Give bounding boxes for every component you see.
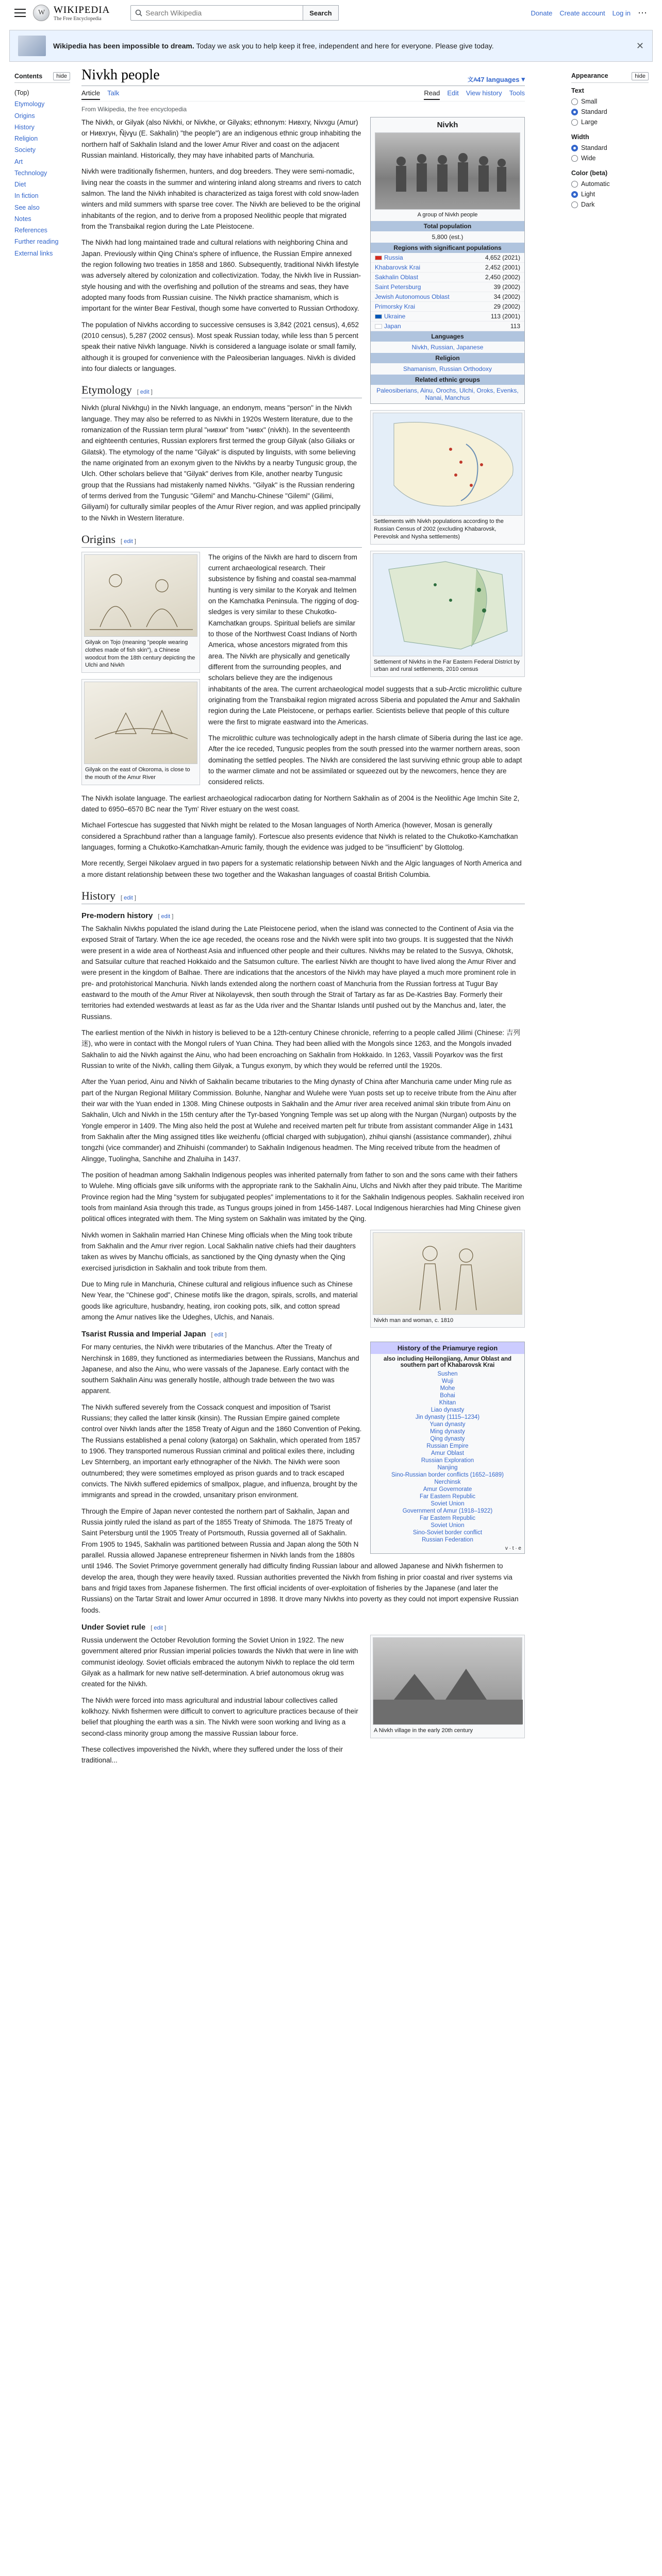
tagline: The Free Encyclopedia [54,15,102,22]
search-icon [135,9,142,16]
more-options-icon[interactable]: ⋯ [638,7,648,18]
infobox-title: Nivkh [371,117,524,132]
population-count: 34 (2002) [493,293,520,300]
population-place[interactable] [375,323,401,330]
origins-edit-link[interactable]: [ edit ] [121,538,136,545]
appearance-option-label: Standard [581,108,607,115]
appearance-group-label: Width [571,133,589,141]
main-content [81,67,525,1771]
tab-tools[interactable]: Tools [509,89,525,97]
page-title: Nivkh people [81,67,160,83]
toc-item[interactable]: Religion [14,135,38,142]
appearance-option[interactable] [571,189,649,199]
toc-item[interactable]: Further reading [14,238,59,246]
paragraph: More recently, Sergei Nikolaev argued in two papers for a systematic relationship between Nivkh and the Algic languages of North America and a more distant relationship between these two together and the Wakashan languages of coastal British Columbia. [81,859,522,878]
population-count: 4,652 (2021) [485,254,520,261]
appearance-option-label: Small [581,98,598,105]
banner-headline: Wikipedia has been impossible to dream. [53,42,194,50]
appearance-option[interactable] [571,96,649,107]
paragraph: The microlithic culture was technologically adept in the harsh climate of Siberia during the last ice age. After the ice receded, Tungusic peoples from the south pressed into the warmer northern areas, soon dominating the settled peoples. The Nivkh are considered the last surviving ethnic group able to adapt to the warmer climate and not be assimilated or squeezed out by the newcomers, hence they are considered relicts. [208,734,523,786]
paragraph: Nivkh were traditionally fishermen, hunters, and dog breeders. They were semi-nomadic, living near the coasts in the summer and wintering inland along streams and rivers to catch salmon. The land the Nivkh inhabited is characterized as taiga forest with cold snow-laden winters and mild summers with sparse tree cover. The Nivkh are believed to be the original inhabitants of the region, and to derive from a proposed Neolithic people that migrated from the Transbaikal region during the Late Pleistocene. [81,167,361,230]
banner-text [53,42,494,50]
toc-item[interactable]: History [14,123,35,131]
total-population-value: 5,800 (est.) [432,233,464,241]
tab-read[interactable]: Read [424,89,440,100]
close-icon[interactable]: ✕ [636,40,644,51]
toc-item[interactable]: Etymology [14,100,45,108]
population-place[interactable] [375,313,405,320]
population-row [371,312,524,321]
wikipedia-logo[interactable] [33,5,110,22]
appearance-title: Appearance [571,72,608,79]
navbox-item[interactable]: Government of Amur (1918–1922) [402,1508,493,1515]
appearance-option[interactable] [571,107,649,117]
paragraph: After the Yuan period, Ainu and Nivkh of Sakhalin became tributaries to the Ming dynasty of China after Manchuria came under Ming rule as part of the Nurgan Regional Military Commission. Bolunhe, Nanghar and Wulehe were Yuan posts set up to receive tribute from the Ainu after their war with the Yuan ended in 1308. Ming Chinese outposts in Sakhalin and the Amur river area received animal skin tribute from Ainu on Sakhalin, Ulch and Nivkh in the 15th century after the Tyr-based Yongning Temple was set up along with the Nurgan (Nurgan) outposts by the Yongle emperor in 1409. The Ming also held the post at Wulehe and received marten pelt fur tribute from assistant commander Alige in 1431 from Sakhalin after the Ming assigned titles like weizhenfu (official charged with subjugation), zhihui qianshi (assistance commander), zhihui tongzhi (vice commander) and Zhihuishi (commander) to Sakhalin Indigenous headmen. The Ming received tribute from the headmen of Alingge, Tuolingha, Sanchihe and Zhaluiha in 1437. [81,1078,517,1163]
paragraph: The Nivkh suffered severely from the Cossack conquest and imposition of Tsarist Russians; they called the latter kinsik (kinsin). The Russian Empire gained complete control over Nivkh lands after the 1858 Treaty of Aigun and the 1860 Convention of Peking. The Russians established a penal colony (katorga) on Sakhalin, which operated from 1857 to 1906. They transported numerous Russian criminal and political exiles there, including Lev Shternberg, an important early ethnographer of the Nivkh. The Nivkh were soon outnumbered; they were sometimes employed as prison guards and to track escaped convicts. The Nivkh suffered epidemics of smallpox, plague, and influenza, brought by the immigrants and spread in the crowded, unsanitary prison environment. [81,1403,362,1499]
population-place-label: Khabarovsk Krai [375,264,421,271]
population-count: 2,450 (2002) [485,274,520,281]
appearance-option[interactable] [571,199,649,210]
toc-item[interactable]: In fiction [14,192,39,200]
paragraph: The position of headman among Sakhalin Indigenous peoples was inherited paternally from father to son and the sons came with their fathers to Wulehe. Ming officials gave silk uniforms with the appropriate rank to the Sakhalin Ainu, Ulchs and Nivkh after they paid tribute. The Maritime Province region had the Ming "system for subjugated peoples" implementations to it for the Sakhalin Indigenous peoples. Sakhalin received iron tools from mainland Asia through this trade, as Tungus groups joined in from 1456-1487. Local Indigenous hierarchies had Ming Chinese given political offices integrated with them. The Ming system on Sakhalin was imitated by the Qing. [81,1171,524,1223]
appearance-group-label: Text [571,87,584,94]
site-header [0,0,662,26]
tsarist-title: Tsarist Russia and Imperial Japan [81,1330,206,1339]
paragraph: The Nivkh were forced into mass agricultural and industrial labour collectives called kolkhozy. Nivkh fishermen were difficult to convert to agriculture practices because of their belief that ploughing the earth was a sin. The Nivkh were soon working and living as a second-class minority group among the massive Russian labour force. [81,1696,358,1737]
tab-view-history[interactable]: View history [466,89,502,97]
population-count: 39 (2002) [493,283,520,291]
fundraising-banner [9,30,653,62]
navbox-item[interactable]: Bohai [440,1393,455,1399]
amur-figure [81,679,200,785]
village-figure [370,1635,525,1738]
premodern-edit-link[interactable]: [ edit ] [158,913,173,920]
navbox-item[interactable]: Nerchinsk [434,1479,461,1486]
toc-item[interactable]: Diet [14,181,26,188]
appearance-option[interactable] [571,143,649,153]
navbox-title: History of the Priamurye region [371,1342,524,1354]
population-place-label: Japan [384,323,401,330]
population-place-label: Jewish Autonomous Oblast [375,293,450,300]
village-caption: A Nivkh village in the early 20th century [374,1727,473,1734]
paragraph: Nivkh women in Sakhalin married Han Chinese Ming officials when the Ming took tribute from Sakhalin and the Amur river region. Local Sakhalin native chiefs had their daughters taken as wives by Manchu officials, as sanctioned by the Qing dynasty when the Qing exercised jurisdiction in Sakhalin and took tribute from them. [81,1231,356,1272]
navbox-item[interactable]: Nanjing [437,1465,458,1471]
couple-figure [370,1230,525,1328]
navbox-item[interactable]: Russian Exploration [421,1458,474,1464]
toc-item[interactable]: Technology [14,169,47,177]
village-photo[interactable] [373,1637,522,1725]
radio-icon[interactable] [571,109,578,115]
appearance-option-label: Standard [581,144,607,151]
amur-image[interactable] [84,682,197,764]
radio-icon[interactable] [571,145,578,151]
etymology-title: Etymology [81,383,132,397]
paragraph: The population of Nivkhs according to successive censuses is 3,842 (2021 census), 4,652 (2010 census), 5,287 (2002 census). Most speak Russian today, while less than 5 percent speak their native Nivkh language. Nivkh is considered a language isolate or small family, although it is grouped for convenience with the Paleosiberian languages. Nivkh is divided into four dialects or languages. [81,320,359,372]
appearance-option-label: Large [581,118,598,126]
paragraph: Russia underwent the October Revolution forming the Soviet Union in 1922. The new government altered prior Russian imperial policies towards the Nivkh that were in line with communist ideology. Soviet officials embraced the autonym Nivkh to replace the old term Gilyak as a hallmark for new native self-determination. A brief autonomous okrug was created for the Nivkh. [81,1636,358,1688]
navbox-item[interactable]: Ming dynasty [430,1429,465,1435]
religion-label: Religion [371,353,524,363]
appearance-panel [571,72,649,216]
population-count: 29 (2002) [493,303,520,310]
related-groups-label: Related ethnic groups [371,375,524,385]
population-place-label: Sakhalin Oblast [375,274,419,281]
donate-link[interactable]: Donate [531,9,553,17]
population-place-label: Saint Petersburg [375,283,421,291]
navbox-item[interactable]: Mohe [440,1385,455,1392]
paragraph: The earliest mention of the Nivkh in history is believed to be a 12th-century Chinese chronicle, referring to a people called Jilimi (Chinese: 吉列迷), who were in contact with the Mongol rulers of Yuan China. They had been allied with the Mongols since 1263, and the Mongols invaded Sakhalin to aid the Nivkh against the Ainu, who had been encroaching on Sakhalin from Hokkaido. In 1263, Vassili Poyarkov was the first Russian to write of the Nivkh, calling them Gilyak, a Tungus exonym, by which they would be referred until the 1920s. [81,1028,520,1070]
page-tabs [81,89,525,101]
appearance-option[interactable] [571,153,649,163]
search-form [130,5,338,21]
appearance-group [571,133,649,163]
couple-caption: Nivkh man and woman, c. 1810 [374,1317,454,1324]
settlement-map-figure [370,410,525,545]
soviet-title: Under Soviet rule [81,1623,146,1632]
toc-title: Contents [14,73,43,80]
toc-item[interactable]: Art [14,158,23,165]
settlement-map-caption: Settlements with Nivkh populations according to the Russian Census of 2002 (excluding Khabarovsk, Perevolsk and Nysha settlements) [374,518,504,540]
premodern-title: Pre-modern history [81,911,153,921]
population-count: 113 (2001) [490,313,520,320]
navbox-item[interactable]: Sushen [437,1371,458,1378]
population-place[interactable] [375,293,450,300]
appearance-option-label: Wide [581,155,596,162]
languages-count: 47 languages [477,75,520,83]
navbox-item[interactable]: Amur Oblast [431,1450,464,1457]
paragraph: For many centuries, the Nivkh were tributaries of the Manchus. After the Treaty of Nerchinsk in 1689, they functioned as intermediaries between the Russians, Manchus and Japanese, and also the Ainu, who were vassals of the Japanese. Early contact with the southern Sakhalin Ainu was generally hostile, although trade between the two was apparent. [81,1343,359,1395]
translate-icon [468,76,478,83]
paragraph: The Nivkh isolate language. The earliest archaeological radiocarbon dating for Northern Sakhalin as of 2004 is the Neolithic Age Imchin Site 2, dated to 6950–6570 BC near the Tym' River estuary on the west coast. [81,794,520,814]
navbox-subtitle: also including Heilongjiang, Amur Oblast and southern part of Khabarovsk Krai [383,1356,512,1369]
population-row [371,273,524,282]
toc-hide-button[interactable]: hide [53,72,70,80]
navbox-item[interactable]: Sino-Soviet border conflict [412,1530,483,1536]
group-photo-illustration [375,133,521,209]
svg-text:文A: 文A [468,77,478,83]
infobox-image-caption: A group of Nivkh people [417,212,478,218]
population-row [371,282,524,292]
search-box [130,5,303,21]
tab-edit[interactable]: Edit [447,89,459,97]
infobox [370,117,525,404]
appearance-option[interactable] [571,117,649,127]
origins-title: Origins [81,532,115,546]
article-body [81,117,525,1766]
navbox-item[interactable]: Wuji [441,1378,454,1385]
amur-caption: Gilyak on the east of Okoroma, is close to the mouth of the Amur River [85,767,190,781]
population-place-label: Primorsky Krai [375,303,416,310]
navbox-item[interactable]: Soviet Union [431,1522,465,1529]
flag-icon [375,314,382,319]
toc-item[interactable]: Origins [14,112,35,120]
navbox-item[interactable]: Liao dynasty [431,1407,465,1414]
etymology-edit-link[interactable]: [ edit ] [137,389,153,395]
origins-heading [81,533,362,548]
banner-image [18,36,46,56]
paragraph: Nivkh (plural Nivkhgu) in the Nivkh language, an endonym, means "person" in the Nivkh language. They may also be referred to as Nivkhi in 1920s Western literature, due to the romanization of the Russian term plural "нивхи" from "нивх" (nivkh). In the seventeenth and eighteenth centuries, Russian explorers first termed the group Gilyak (also Giliaks or Gilatsk). The etymology of the name "Gilyak" is disputed by linguists, with some believing the name originated from an exonym given to the Nivkhs by a nearby Tungusic group, the Ulch. Other scholars believe that "Gilyak" derives from Kile, another nearby Tungusic group that the Russians had mistakenly named Nivkhs. "Gilyak" is the Russian rendering of terms derived from the Tungusic "Gilemi" and Manchu-Chinese "Gilemi" (Gilimi, Giliyami) for culturally similar peoples of the Amur River region, and was applied principally to the Nivkh in Western literature. [81,404,360,522]
paragraph: Due to Ming rule in Manchuria, Chinese cultural and religious influence such as Chinese New Year, the "Chinese god", Chinese motifs like the dragon, spirals, scrolls, and material goods like agriculture, husbandry, heating, iron cooking pots, silk, and cotton spread among the Amur natives like the Udeghes, Ulchis, and Nanais. [81,1280,358,1321]
regions-label: Regions with significant populations [371,243,524,253]
flag-icon [375,324,382,329]
population-row [371,253,524,263]
log-in-link[interactable]: Log in [612,9,631,17]
navbox-item[interactable]: Yuan dynasty [429,1421,466,1428]
tab-article[interactable]: Article [81,89,100,100]
woodcut-image[interactable] [84,554,197,637]
table-of-contents [14,72,70,259]
history-navbox [370,1342,525,1554]
toc-item[interactable]: Society [14,146,36,154]
population-row [371,263,524,273]
toc-item[interactable]: See also [14,204,40,211]
etymology-heading [81,383,362,398]
flag-icon [375,256,382,260]
navbox-item[interactable]: Qing dynasty [430,1436,465,1443]
navbox-item[interactable]: Russian Federation [422,1537,473,1544]
appearance-option-label: Light [581,191,595,198]
population-place-label: Russia [384,254,403,261]
create-account-link[interactable]: Create account [559,9,605,17]
soviet-edit-link[interactable]: [ edit ] [151,1625,166,1631]
infobox-image[interactable] [375,132,520,210]
paragraph: The Nivkh, or Gilyak (also Nivkhi, or Nivkhe, or Gilyaks; ethnonym: Нивхгу, Nivxgu (Amur) or Нивхгун, Ñi̮vɣu (E. Sakhalin) "the people") are an indigenous ethnic group inhabiting the northern half of Sakhalin Island and the lower Amur River and coast on the adjacent Russian mainland. Historically, they may have inhabited parts of Manchuria. [81,118,361,159]
population-row [371,321,524,331]
languages-button[interactable] [468,75,525,83]
personal-tools [531,8,648,19]
paragraph: Through the Empire of Japan never contested the northern part of Sakhalin, Japan and Russia jointly ruled the island as part of the 1855 Treaty of Shimoda. The 1875 Treaty of Saint Petersburg until the 1905 Treaty of Portsmouth, Russia governed all of Sakhalin. From 1905 to 1945, Sakhalin was partitioned between Russia and Japan along the 50th N parallel. Russia allowed Japanese entrepreneur fishermen in Nivkh lands from the 1880s until 1946. The Soviet Primorye government generally had difficulty finding Russian labour and allowed Japanese and Nivkh fishermen to develop the area, though they were heavily taxed. Russian authorities prevented the Nivkh from fishing in prior coastal and river systems via bans and frigid taxes from Japanese fishermen. The first official incidents of over-exploitation of fisheries by the Japanese (and later the Russians) on the Tartar Strait and lower Amur occurred in 1898. It drove many Nivkhs into poverty as they could not import expensive Russian foods. [81,1507,519,1614]
radio-icon[interactable] [571,119,578,126]
premodern-heading [81,911,525,920]
tsarist-edit-link[interactable]: [ edit ] [211,1332,226,1338]
tsarist-heading [81,1330,362,1338]
population-place[interactable] [375,264,420,271]
navbox-item[interactable]: Russian Empire [426,1443,469,1450]
paragraph: The origins of the Nivkh are hard to discern from current archaeological research. Their subsistence by fishing and coastal sea-mammal hunting is very similar to the Koryak and Itelmen on the Kamchatka Peninsula. The rigging of dog-sledges is very similar to these Chukotko-Kamchatkan groups. Spiritual beliefs are similar to those of the Northwest Coast Indians of North America, whose ancestors migrated from this area. The Nivkh are physically and genetically different from the surrounding peoples, and scholars believe they are the indigenous inhabitants of the area. The current archaeological model suggests that a sub-Arctic microlithic culture originating from the Transbaikal region migrated across Siberia and populated the Amur and Sakhalin region during the Late Pleistocene, or perhaps earlier. Scientists believe that people of this culture were the first to migrate eastward into the Americas. [208,553,522,726]
population-row [371,302,524,312]
paragraph: The Sakhalin Nivkhs populated the island during the Late Pleistocene period, when the island was connected to the Continent of Asia via the exposed Strait of Tartary. When the ice age receded, the oceans rose and the Nivkh were split into two groups. It is suggested that the Nivkh were present in a wide area of Northeast Asia and influenced other people and their cultures. Nivkhs may be related to the Susvya, Okhotsk, and Satsuilar culture that reached Hokkaido and the Satsumon culture. The earliest Nivkh are thought to have lived along the Amur River and were present in the kingdom of Balhae. There are indications that the ancestors of the Nivkh may have played a much more prominent role in pre- and protohistorical Manchuria. Nivkh lands extended along the northern coast of Manchuria from the Russian fortress at Tugur Bay eastward to the mouth of the Amur River at Nikolayevsk, then south through the Strait of Tartary as far as De-Kastries Bay. Formerly their territories had extended westwards at least as far as the Uda river and the Shantar Islands until pushed out by the Manchus and, later, the Russians. [81,925,516,1021]
radio-icon[interactable] [571,191,578,198]
navbox-item[interactable]: Far Eastern Republic [419,1494,476,1500]
settlement-map[interactable] [373,413,522,516]
toc-item[interactable]: External links [14,249,53,257]
toc-item[interactable]: (Top) [14,89,29,96]
tab-talk[interactable]: Talk [107,89,120,97]
globe-icon [33,5,49,21]
paragraph: These collectives impoverished the Nivkh, where they suffered under the loss of their traditional... [81,1745,343,1765]
radio-icon[interactable] [571,98,578,105]
woodcut-figure [81,552,200,673]
census-map-figure [370,551,525,677]
navbox-item[interactable]: Khitan [439,1400,456,1406]
population-place[interactable] [375,283,421,291]
appearance-option[interactable] [571,179,649,189]
total-population-label: Total population [371,221,524,231]
appearance-group [571,87,649,127]
population-place[interactable] [375,274,418,281]
paragraph: Michael Fortescue has suggested that Nivkh might be related to the Mosan languages of North America (however, Mosan is generally considered a Sprachbund rather than a language family). Fortescue also presents evidence that Nivkh is related to the Chukotko-Kamchatkan languages, forming a Chukotko-Kamchatkan-Amuric family, though the evidence was judged to be "insufficient" by Glottolog. [81,821,518,852]
appearance-hide-button[interactable]: hide [632,72,649,80]
languages-value[interactable]: Nivkh, Russian, Japanese [411,344,484,351]
appearance-option-label: Dark [581,201,595,208]
population-place[interactable] [375,254,403,261]
navbox-item[interactable]: Sino-Russian border conflicts (1652–1689) [391,1472,504,1479]
navbox-item[interactable]: Jin dynasty (1115–1234) [415,1414,480,1421]
population-count: 113 [510,323,520,330]
history-edit-link[interactable]: [ edit ] [121,895,136,901]
toc-item[interactable]: References [14,227,47,234]
radio-icon[interactable] [571,155,578,162]
census-map-caption: Settlement of Nivkhs in the Far Eastern Federal District by urban and rural settlements, 2010 census [374,658,520,673]
navbox-item[interactable]: Far Eastern Republic [419,1515,476,1522]
banner-body: Today we ask you to help keep it free, independent and here for everyone. Please give today. [196,42,494,50]
navbox-item[interactable]: Amur Governorate [423,1486,472,1493]
religion-value[interactable]: Shamanism, Russian Orthodoxy [403,365,492,372]
population-place-label: Ukraine [384,313,406,320]
related-groups-value[interactable]: Paleosiberians, Ainu, Orochs, Ulchi, Oroks, Evenks, Nanai, Manchus [376,387,519,401]
soviet-heading [81,1623,525,1632]
site-sub: From Wikipedia, the free encyclopedia [81,106,187,113]
appearance-group [571,170,649,210]
history-title: History [81,889,115,903]
main-menu-icon[interactable] [14,9,26,17]
history-heading [81,889,525,904]
toc-item[interactable]: Notes [14,215,31,223]
couple-image[interactable] [373,1232,522,1315]
wordmark: WIKIPEDIA [54,4,110,15]
population-count: 2,452 (2001) [485,264,520,271]
radio-icon[interactable] [571,181,578,188]
search-input[interactable] [145,9,290,17]
population-row [371,292,524,302]
woodcut-caption: Gilyak on Tojo (meaning "people wearing clothes made of fish skin"), a Chinese woodcut from the 18th century depicting the Ulchi and Nivkh [85,639,195,669]
search-button[interactable]: Search [303,5,338,21]
radio-icon[interactable] [571,201,578,208]
appearance-option-label: Automatic [581,180,610,188]
paragraph: The Nivkh had long maintained trade and cultural relations with neighboring China and Japan. Previously within Qing China's sphere of influence, the Russian Empire annexed the region following two treaties in 1858 and 1860. Subsequently, traditional Nivkh lifestyle was adversely altered by colonization and collectivization. Today, the Nivkh live in Russian-style housing and with the overfishing and pollution of the streams and seas, they have adopted many foods from Russian cuisine. The Nivkh practice shamanism, which is important for the winter Bear Festival, though some have converted to Russian Orthodoxy. [81,239,361,313]
census-map[interactable] [373,553,522,656]
appearance-group-label: Color (beta) [571,170,608,177]
languages-label: Languages [371,331,524,342]
chevron-down-icon: ▾ [521,75,525,83]
navbox-item[interactable]: Soviet Union [431,1501,465,1507]
navbox-vte[interactable]: v · t · e [505,1546,521,1552]
population-place[interactable] [375,303,415,310]
